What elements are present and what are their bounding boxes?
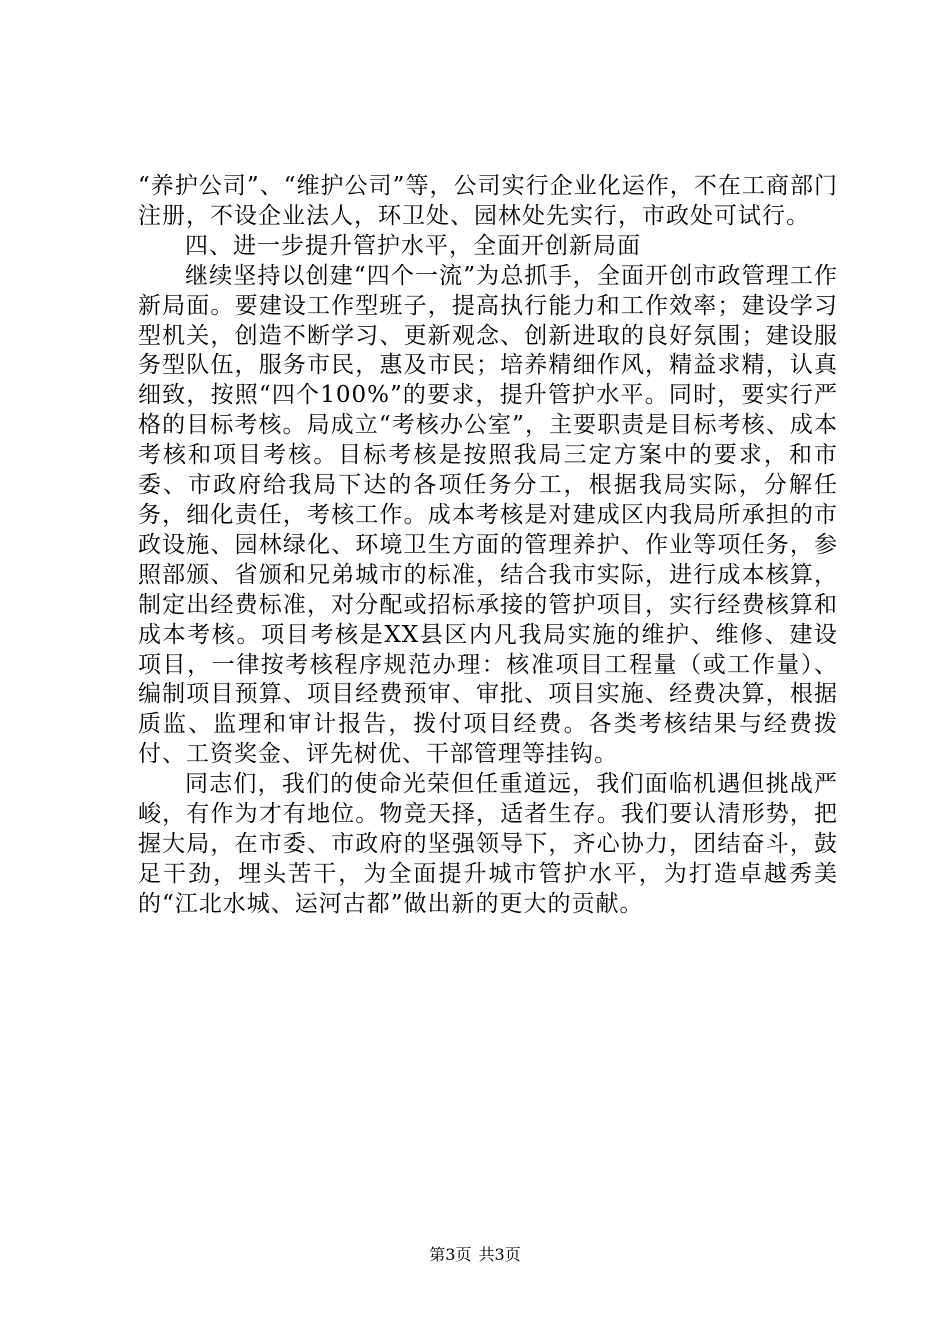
page-number-footer: 第3页 共3页 xyxy=(429,1245,521,1264)
document-body xyxy=(138,172,838,920)
paragraph-continuation: “养护公司”、“维护公司”等，公司实行企业化运作，不在工商部门注册，不设企业法人，环卫处、园林处先实行，市政处可试行。 xyxy=(138,173,838,229)
paragraph-assessment: 继续坚持以创建“四个一流”为总抓手，全面开创市政管理工作新局面。要建设工作型班子，提高执行能力和工作效率；建设学习型机关，创造不断学习、更新观念、创新进取的良好氛围；建设服务型队伍，服务市民，惠及市民；培养精细作风，精益求精，认真细致，按照“四个100%”的要求，提升管护水平。同时，要实行严格的目标考核。局成立“考核办公室”，主要职责是目标考核、成本考核和项目考核。目标考核是按照我局三定方案中的要求，和市委、市政府给我局下达的各项任务分工，根据我局实际，分解任务，细化责任，考核工作。成本考核是对建成区内我局所承担的市政设施、园林绿化、环境卫生方面的管理养护、作业等项任务，参照部颁、省颁和兄弟城市的标准，结合我市实际，进行成本核算，制定出经费标准，对分配或招标承接的管护项目，实行经费核算和成本考核。项目考核是XX县区内凡我局实施的维护、维修、建设项目，一律按考核程序规范办理：核准项目工程量（或工作量）、编制项目预算、项目经费预审、审批、项目实施、经费决算，根据质监、监理和审计报告，拨付项目经费。各类考核结果与经费拨付、工资奖金、评先树优、干部管理等挂钩。 xyxy=(138,262,838,768)
paragraph-closing: 同志们，我们的使命光荣但任重道远，我们面临机遇但挑战严峻，有作为才有地位。物竞天择，适者生存。我们要认清形势，把握大局，在市委、市政府的坚强领导下，齐心协力，团结奋斗，鼓足干劲，埋头苦干，为全面提升城市管护水平，为打造卓越秀美的“江北水城、运河古都”做出新的更大的贡献。 xyxy=(138,771,838,917)
section-heading: 四、进一步提升管护水平，全面开创新局面 xyxy=(185,232,641,259)
